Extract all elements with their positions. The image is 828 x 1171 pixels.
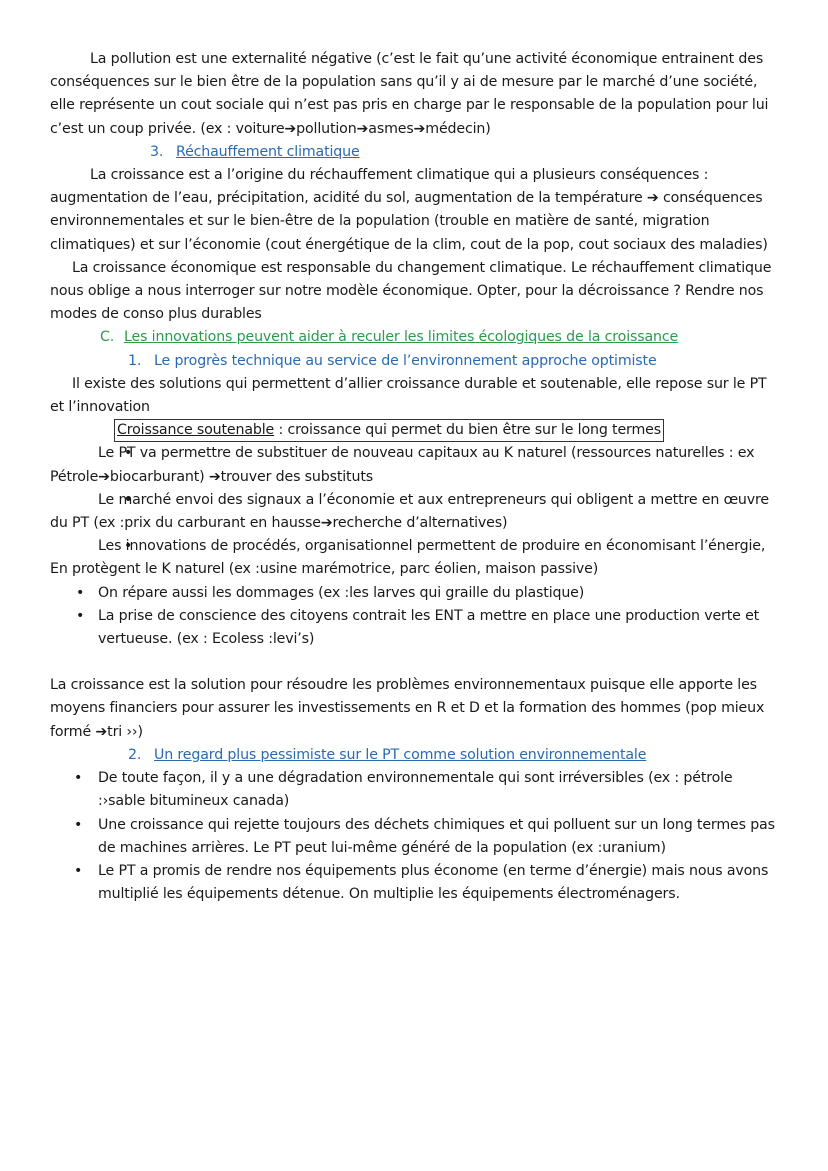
heading-label: Les innovations peuvent aider à reculer les limites écologiques de la croissance [124,329,679,346]
bullet-list-optimiste [50,442,780,651]
heading-number: 2. [128,746,142,763]
paragraph-solution-environnement: La croissance est la solution pour résoudre les problèmes environnementaux puisque elle apporte les moyens financiers pour assurer les investissements en R et D et la formation des hommes (pop mieux formé ➔tri ››) [50,677,765,740]
list-item: • Les innovations de procédés, organisationnel permettent de produire en économisant l’énergie, En protègent le K naturel (ex :usine marémotrice, parc éolien, maison passive) [50,535,780,581]
list-item: • Le marché envoi des signaux a l’économie et aux entrepreneurs qui obligent a mettre en œuvre du PT (ex :prix du carburant en hausse➔recherche d’alternatives) [50,489,780,535]
heading-rechauffement [50,141,780,164]
heading-label: Le progrès technique au service de l’environnement approche optimiste [154,352,657,369]
heading-number: 3. [150,143,164,160]
definition-text: : croissance qui permet du bien être sur le long termes [274,422,661,439]
document-page [50,48,780,906]
list-item: • Le PT va permettre de substituer de nouveau capitaux au K naturel (ressources naturelles : ex Pétrole➔biocarburant) ➔trouver des substituts [50,442,780,488]
definition-row [50,419,780,442]
list-item: • La prise de conscience des citoyens contrait les ENT a mettre en place une production verte et vertueuse. (ex : Ecoless :levi’s) [50,605,780,651]
list-item: • Une croissance qui rejette toujours des déchets chimiques et qui polluent sur un long termes pas de machines arrières. Le PT peut lui-même généré de la population (ex :uranium) [50,814,780,860]
list-item: • Le PT a promis de rendre nos équipements plus économe (en terme d’énergie) mais nous avons multiplié les équipements détenue. On multiplie les équipements électroménagers. [50,860,780,906]
paragraph-croissance-origine: La croissance est a l’origine du réchauffement climatique qui a plusieurs conséquences : augmentation de l’eau, précipitation, acidité du sol, augmentation de la température ➔ conséquences environnementales et sur le bien-être de la population (trouble en matière de santé, migration climatiques) et sur l’économie (cout énergétique de la clim, cout de la pop, cout sociaux des maladies) [50,167,768,253]
list-item: • De toute façon, il y a une dégradation environnementale qui sont irréversibles (ex : pétrole :›sable bitumineux canada) [50,767,780,813]
spacer [50,651,780,674]
list-item: • On répare aussi les dommages (ex :les larves qui graille du plastique) [50,582,780,605]
heading-innovations [50,326,780,349]
definition-box [114,419,664,442]
paragraph-solutions: Il existe des solutions qui permettent d’allier croissance durable et soutenable, elle repose sur le PT et l’innovation [50,375,767,416]
bullet-list-pessimiste [50,767,780,906]
heading-regard-pessimiste [50,744,780,767]
heading-progres-optimiste [50,350,780,373]
paragraph-croissance-responsable: La croissance économique est responsable du changement climatique. Le réchauffement climatique nous oblige a nous interroger sur notre modèle économique. Opter, pour la décroissance ? Rendre nos modes de conso plus durables [50,259,772,323]
definition-term: Croissance soutenable [117,422,275,439]
heading-number: C. [100,329,115,346]
heading-label: Un regard plus pessimiste sur le PT comme solution environnementale [154,746,647,763]
heading-label: Réchauffement climatique [176,143,360,160]
paragraph-pollution: La pollution est une externalité négative (c’est le fait qu’une activité économique entrainent des conséquences sur le bien être de la population sans qu’il y ai de mesure par le marché d’une société, elle représente un cout sociale qui n’est pas pris en charge par le responsable de la population pour lui c’est un coup privée. (ex : voiture➔pollution➔asmes➔médecin) [50,51,769,137]
heading-number: 1. [128,352,142,369]
